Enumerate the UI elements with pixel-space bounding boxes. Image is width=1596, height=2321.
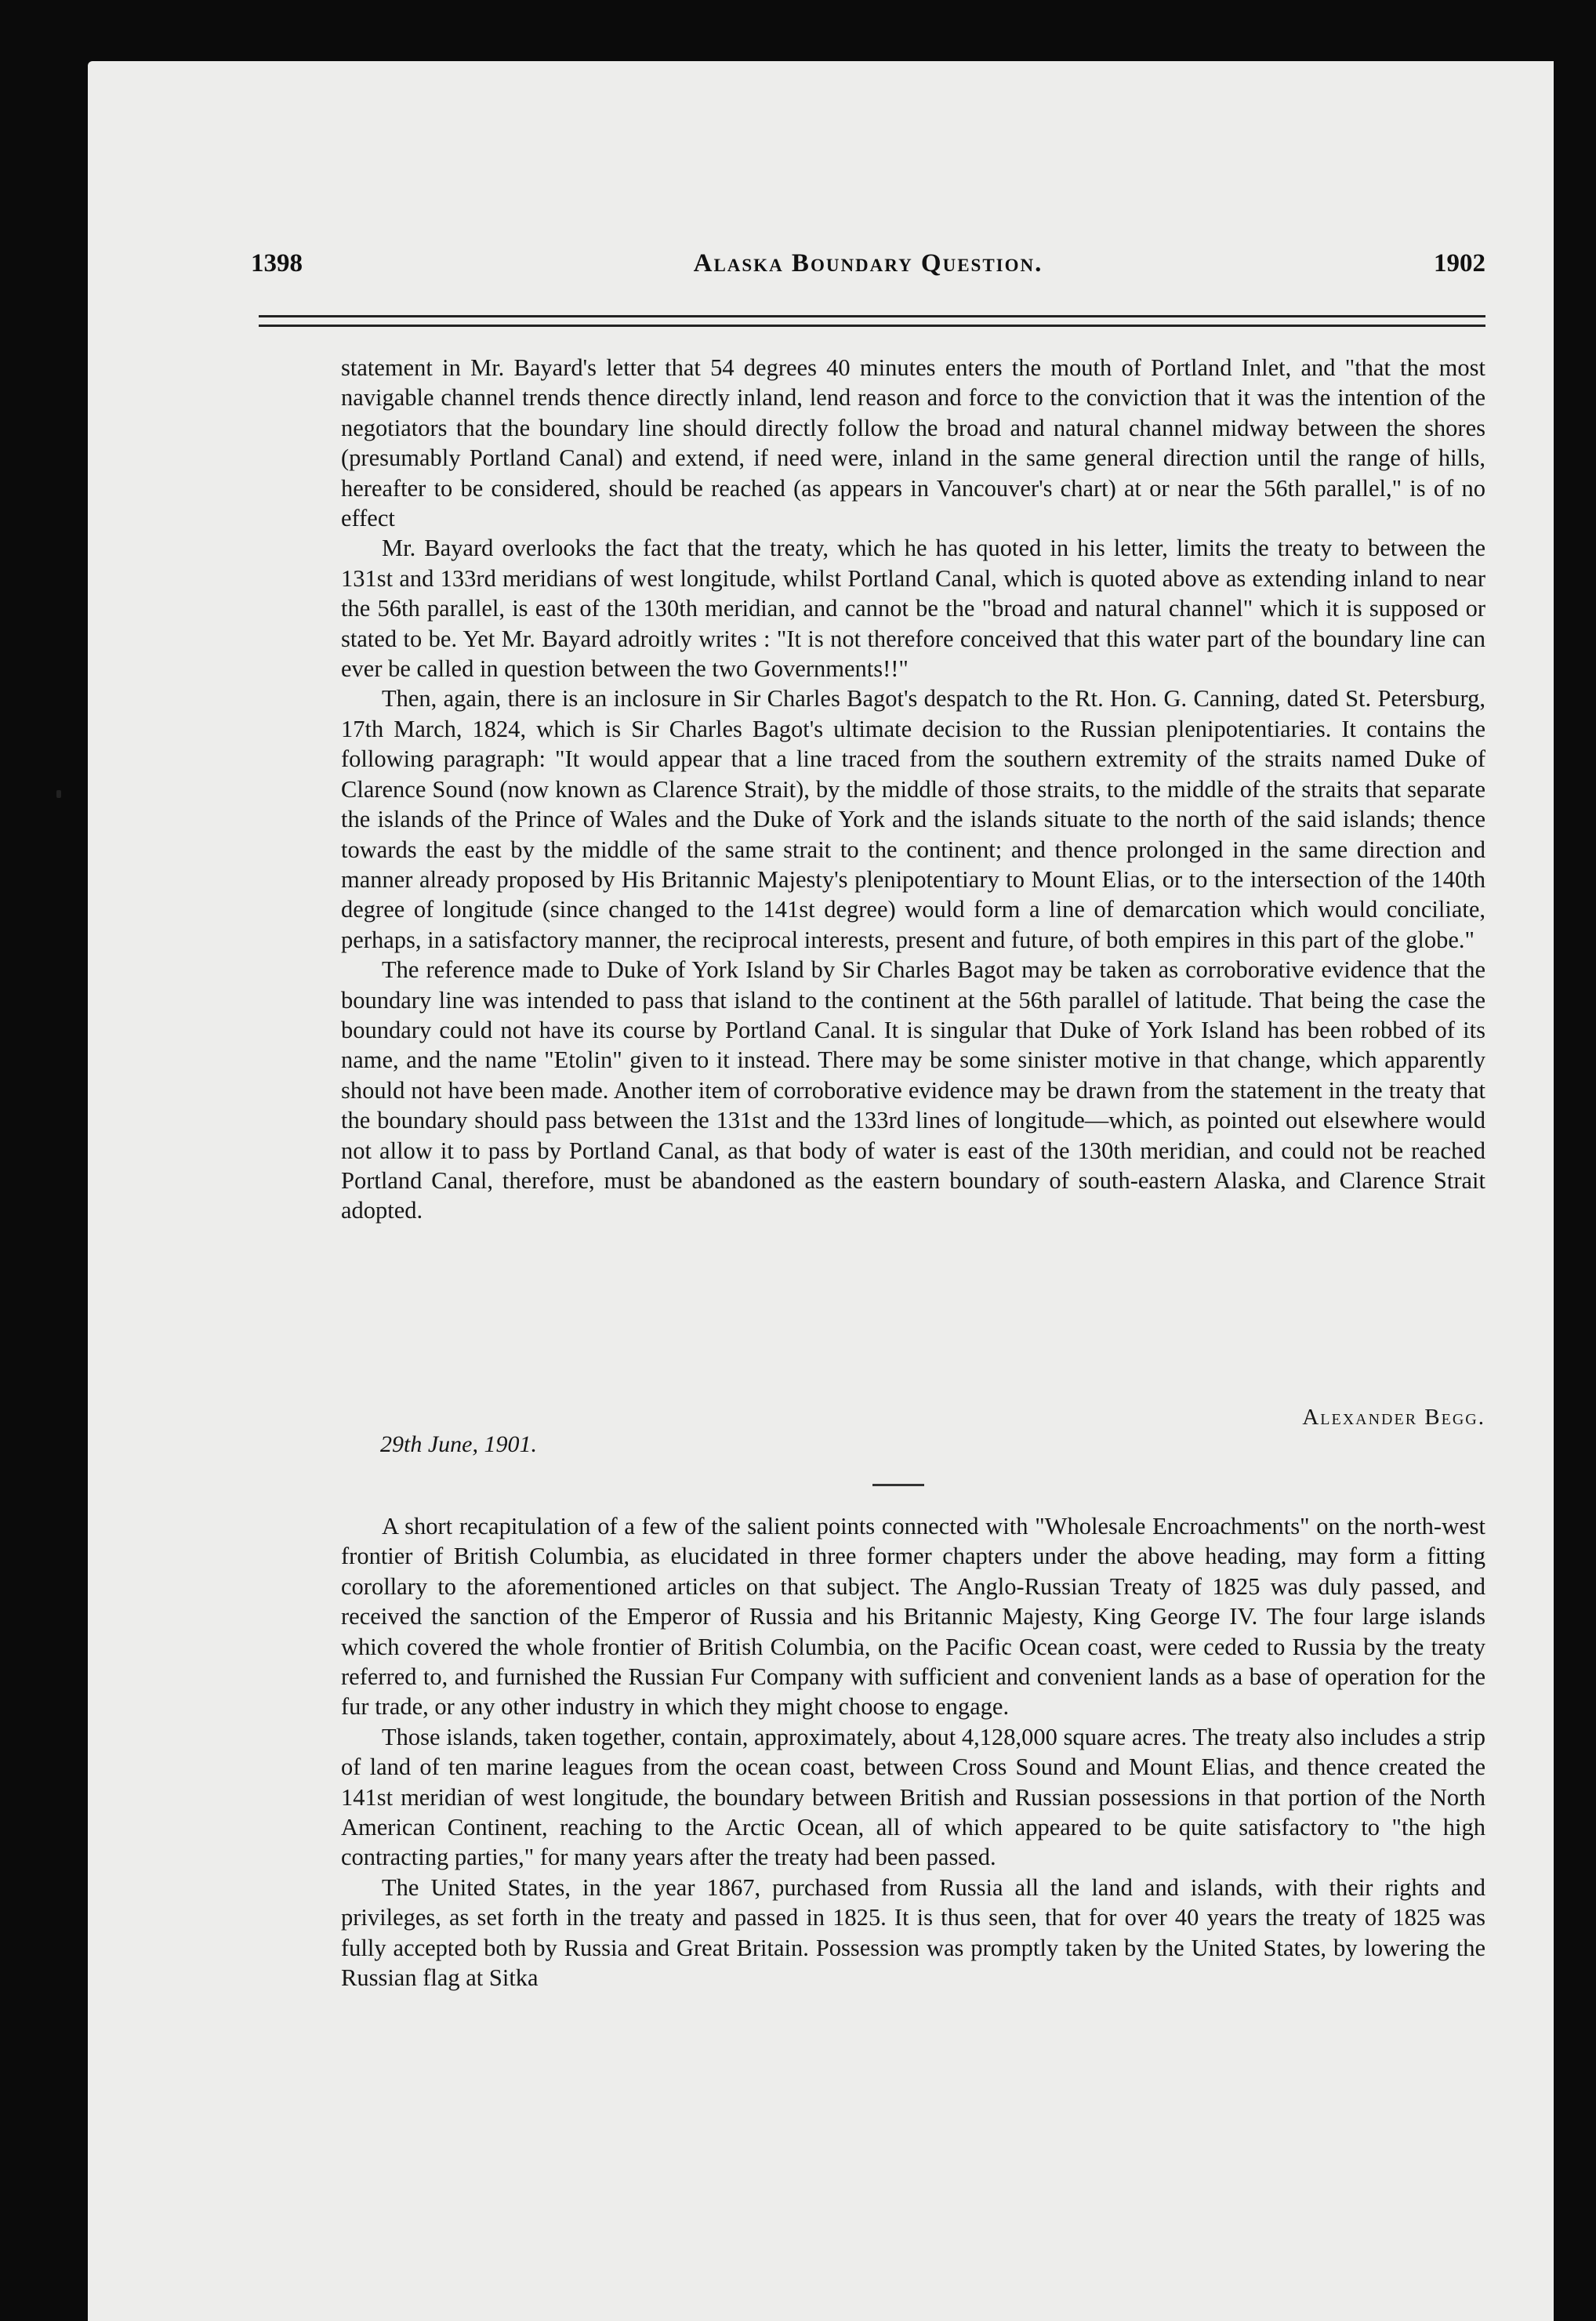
body-section-2	[341, 1511, 1485, 1993]
paragraph: The reference made to Duke of York Island by Sir Charles Bagot may be taken as corroborative evidence that the boundary line was intended to pass that island to the continent at the 56th parallel of latitude. That being the case the boundary could not have its course by Portland Canal. It is singular that Duke of York Island has been robbed of its name, and the name "Etolin" given to it instead. There may be some sinister motive in that change, which apparently should not have been made. Another item of corroborative evidence may be drawn from the statement in the treaty that the boundary should pass between the 131st and the 133rd lines of longitude—which, as pointed out elsewhere would not allow it to pass by Portland Canal, as that body of water is east of the 130th meridian, and could not be reached Portland Canal, therefore, must be abandoned as the eastern boundary of south-eastern Alaska, and Clarence Strait adopted.	[341, 956, 1485, 1224]
header-rule-bottom	[259, 325, 1485, 327]
paragraph: A short recapitulation of a few of the salient points connected with "Wholesale Encroachments" on the north-west frontier of British Columbia, as elucidated in three former chapters under the above heading, may form a fitting corollary to the aforementioned articles on that subject. The Anglo-Russian Treaty of 1825 was duly passed, and received the sanction of the Emperor of Russia and his Britannic Majesty, King George IV. The four large islands which covered the whole frontier of British Columbia, on the Pacific Ocean coast, were ceded to Russia by the treaty referred to, and furnished the Russian Fur Company with sufficient and convenient lands as a base of operation for the fur trade, or any other industry in which they might choose to engage.	[341, 1513, 1485, 1721]
running-title: Alaska Boundary Question.	[693, 249, 1043, 277]
scan-speck	[56, 790, 61, 798]
header-year: 1902	[1434, 249, 1485, 277]
page-number: 1398	[251, 249, 303, 277]
section-divider	[872, 1484, 924, 1486]
paragraph: Mr. Bayard overlooks the fact that the treaty, which he has quoted in his letter, limits the treaty to between the 131st and 133rd meridians of west longitude, whilst Portland Canal, which is quoted above as extending inland to near the 56th parallel, is east of the 130th meridian, and cannot be the "broad and natural channel" which it is supposed or stated to be. Yet Mr. Bayard adroitly writes : "It is not therefore conceived that this water part of the boundary line can ever be called in question between the two Governments!!"	[341, 535, 1485, 683]
author-signature: Alexander Begg.	[1302, 1405, 1485, 1430]
dateline: 29th June, 1901.	[380, 1431, 537, 1457]
body-section-1	[341, 353, 1485, 1226]
paragraph: Those islands, taken together, contain, approximately, about 4,128,000 square acres. The treaty also includes a strip of land of ten marine leagues from the ocean coast, between Cross Sound and Mount Elias, and thence created the 141st meridian of west longitude, the boundary between British and Russian possessions in that portion of the North American Continent, reaching to the Arctic Ocean, all of which appeared to be quite satisfactory to "the high contracting parties," for many years after the treaty had been passed.	[341, 1723, 1485, 1871]
paragraph: Then, again, there is an inclosure in Sir Charles Bagot's despatch to the Rt. Hon. G. Canning, dated St. Petersburg, 17th March, 1824, which is Sir Charles Bagot's ultimate decision to the Russian plenipotentiaries. It contains the following paragraph: "It would appear that a line traced from the southern extremity of the straits named Duke of Clarence Sound (now known as Clarence Strait), by the middle of those straits, to the middle of the straits that separate the islands of the Prince of Wales and the Duke of York and the islands situate to the north of the said islands; thence towards the east by the middle of the same strait to the continent; and thence prolonged in the same direction and manner already proposed by His Britannic Majesty's plenipotentiary to Mount Elias, or to the intersection of the 140th degree of longitude (since changed to the 141st degree) would form a line of demarcation which would conciliate, perhaps, in a satisfactory manner, the reciprocal interests, present and future, of both empires in this part of the globe."	[341, 685, 1485, 953]
running-header	[251, 249, 1485, 288]
header-rule-top	[259, 315, 1485, 317]
paragraph: statement in Mr. Bayard's letter that 54 degrees 40 minutes enters the mouth of Portland Inlet, and "that the most navigable channel trends thence directly inland, lend reason and force to the conviction that it was the intention of the negotiators that the boundary line should directly follow the broad and natural channel midway between the shores (presumably Portland Canal) and extend, if need were, inland in the same general direction until the range of hills, hereafter to be considered, should be reached (as appears in Vancouver's chart) at or near the 56th parallel," is of no effect	[341, 354, 1485, 532]
paragraph: The United States, in the year 1867, purchased from Russia all the land and islands, with their rights and privileges, as set forth in the treaty and passed in 1825. It is thus seen, that for over 40 years the treaty of 1825 was fully accepted both by Russia and Great Britain. Possession was promptly taken by the United States, by lowering the Russian flag at Sitka	[341, 1873, 1485, 1992]
